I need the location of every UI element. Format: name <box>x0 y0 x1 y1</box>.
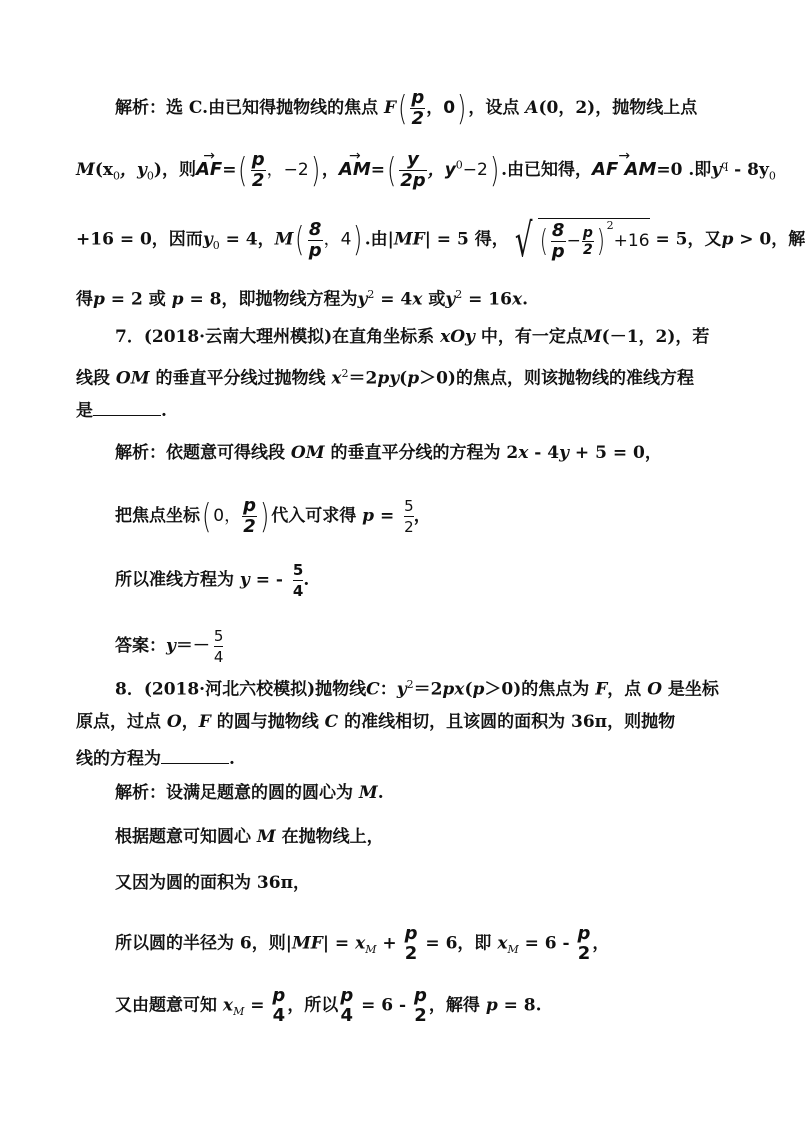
fraction <box>404 924 419 964</box>
text: 根据题意可知圆心 <box>115 827 257 847</box>
text: M <box>256 827 276 847</box>
text: 8．(2018·河北六校模拟)抛物线 <box>115 679 367 700</box>
text: = 16 <box>462 289 512 310</box>
text: 在抛物线上， <box>275 827 384 847</box>
text: ( <box>464 679 473 700</box>
answer-label: 答案： <box>115 636 166 656</box>
paren-open: ( <box>238 150 248 191</box>
text: y <box>239 570 250 590</box>
text: . <box>377 783 384 803</box>
text: ，解得 <box>428 995 486 1016</box>
paren-open: ( <box>387 150 397 191</box>
numerator: 5 <box>213 627 224 645</box>
text: O <box>647 679 662 700</box>
text: . <box>522 289 529 310</box>
text: ＝2 <box>348 368 378 389</box>
numerator: p <box>414 985 427 1006</box>
fraction <box>308 220 323 261</box>
text: - 8y <box>728 160 769 180</box>
text: p <box>721 229 734 250</box>
text: ，所以 <box>287 995 339 1016</box>
subscript: M <box>233 1004 245 1018</box>
text: ，抛物线上点 <box>595 98 698 118</box>
text: p <box>485 995 498 1016</box>
text: 又由题意可知 <box>115 995 223 1016</box>
numerator: p <box>340 985 354 1006</box>
text: = <box>374 506 401 526</box>
solution8-line5 <box>115 986 542 1026</box>
text: ， <box>592 933 610 954</box>
question8-line1 <box>115 674 719 701</box>
text: 的垂直平分线的方程为 2 <box>324 443 519 463</box>
text: ＝－ <box>175 636 210 656</box>
subscript: 0 <box>768 169 776 183</box>
solution6-line2 <box>76 150 776 191</box>
question7-line3 <box>76 400 167 422</box>
text: = <box>244 995 271 1016</box>
numerator: 5 <box>292 561 304 579</box>
text: OM <box>290 443 325 463</box>
text: ，4 <box>323 229 352 250</box>
text: p <box>93 289 105 310</box>
text: p <box>407 368 420 389</box>
solution6-line1 <box>115 88 697 129</box>
text: (x <box>94 160 114 180</box>
paren-open: ( <box>398 88 408 129</box>
text: M <box>582 327 602 347</box>
text: = - <box>249 570 289 590</box>
text: + 5 = 0， <box>569 443 662 463</box>
denominator: p <box>308 239 322 261</box>
question7-line1 <box>115 326 709 348</box>
var-M: M <box>274 229 294 250</box>
text: ，点 <box>607 679 648 700</box>
text: y <box>711 160 722 180</box>
numerator: 8 <box>551 220 565 241</box>
text: = 8. <box>497 995 542 1016</box>
answer-blank <box>161 749 229 764</box>
question7-line2 <box>76 363 694 390</box>
vector-AF: → AF <box>196 159 222 181</box>
paren-close: ) <box>489 150 500 191</box>
solution8-line2 <box>115 826 384 848</box>
fraction <box>251 150 266 191</box>
text: ， <box>413 506 431 526</box>
text: = 5，又 <box>649 229 722 250</box>
fraction <box>582 225 594 258</box>
paren-open: ( <box>539 223 548 259</box>
fraction <box>339 986 354 1026</box>
text: py <box>377 368 400 389</box>
denominator: 2 <box>414 1005 427 1026</box>
numerator: p <box>404 923 418 944</box>
text: − <box>566 231 581 251</box>
text: 是 <box>76 401 93 421</box>
denominator: 2 <box>404 943 418 964</box>
subscript: M <box>507 942 519 956</box>
text: p <box>362 506 375 526</box>
text: −2 <box>462 160 488 180</box>
text: =0 .即 <box>656 160 712 180</box>
denominator: 2 <box>243 516 256 537</box>
text: ＝2 <box>413 679 443 700</box>
text: 的垂直平分线过抛物线 <box>149 368 332 389</box>
subscript: 0 <box>212 238 220 252</box>
subscript: M <box>365 942 377 956</box>
text: 中，有一定点 <box>474 327 583 347</box>
text: p <box>171 289 184 310</box>
text: x <box>412 289 423 310</box>
denominator: 4 <box>292 582 304 600</box>
denominator: 2 <box>251 170 265 191</box>
denominator: 2 <box>404 518 414 536</box>
text: = 6 - <box>355 995 413 1016</box>
superscript: 2 <box>367 288 375 301</box>
text: ＞0)的焦点，则该抛物线的准线方程 <box>419 368 694 389</box>
numerator: p <box>243 495 256 516</box>
question8-line2 <box>76 711 675 733</box>
text: = 8，即抛物线方程为 <box>183 289 358 310</box>
text: = <box>370 160 386 180</box>
answer-blank <box>93 401 161 416</box>
solution7-answer <box>115 626 223 667</box>
text: ，设点 <box>468 98 526 118</box>
subscript: 0 <box>113 169 121 183</box>
fraction <box>399 150 426 191</box>
vector-AM: → AM <box>339 159 371 181</box>
text: x <box>518 443 529 463</box>
superscript: 2 <box>406 678 414 691</box>
numerator: 8 <box>308 218 322 240</box>
solution8-line3 <box>115 872 310 894</box>
text: 解析：选 C.由已知得抛物线的焦点 <box>115 98 384 118</box>
solution6-line3 <box>76 213 805 267</box>
paren-close: ) <box>259 496 270 537</box>
text: 的准线相切，且该圆的面积为 36π，则抛物 <box>338 712 676 732</box>
text: x <box>355 933 366 954</box>
text: x <box>222 995 234 1016</box>
text: 得 <box>76 289 93 310</box>
paren-close: ) <box>457 88 467 129</box>
superscript: 2 <box>455 288 463 301</box>
text: M <box>358 783 378 803</box>
numerator: p <box>251 149 265 170</box>
denominator: 2p <box>400 170 426 191</box>
square-root <box>509 213 650 267</box>
text: (0，2) <box>538 98 596 118</box>
text: | = 5 得， <box>424 229 509 250</box>
text: . <box>229 749 235 769</box>
text: > 0，解 <box>733 229 805 250</box>
text: +16 <box>613 231 650 251</box>
text: 代入可求得 <box>271 506 363 526</box>
text: = <box>222 160 237 180</box>
text: 是坐标 <box>662 679 719 700</box>
text: . <box>303 570 310 590</box>
text: = 4 <box>374 289 413 310</box>
text: - 4 <box>528 443 560 463</box>
text: = 4， <box>219 229 275 250</box>
numerator: y <box>407 149 419 170</box>
text: p <box>472 679 485 700</box>
text: 把焦点坐标 <box>115 506 200 526</box>
text: (－1，2)，若 <box>601 327 710 347</box>
text: ，−2 <box>266 160 309 180</box>
numerator: p <box>272 985 286 1006</box>
text: + <box>376 933 403 954</box>
text: ， <box>181 712 199 732</box>
question8-line3 <box>76 748 235 770</box>
text: 的圆与抛物线 <box>210 712 325 732</box>
text: y <box>559 443 569 463</box>
text: = 6 - <box>518 933 576 954</box>
radical-sign: √ <box>514 213 533 267</box>
superscript: 2 <box>606 219 614 233</box>
numerator: p <box>577 923 591 944</box>
text: ( <box>399 368 408 389</box>
text: O <box>166 712 182 732</box>
text: . <box>161 401 167 421</box>
text: ： <box>379 679 397 700</box>
text: +16 = 0，因而 <box>76 229 203 250</box>
superscript: 2 <box>341 367 349 380</box>
solution8-line1 <box>115 782 384 804</box>
fraction-p-over-2 <box>410 88 425 129</box>
radicand <box>538 218 650 262</box>
paren-close: ) <box>310 150 320 191</box>
superscript: q <box>721 158 729 172</box>
text: 解析：依题意可得线段 <box>115 443 291 463</box>
paren-open: ( <box>295 220 305 260</box>
denominator: 4 <box>340 1005 354 1026</box>
numerator: p <box>582 225 593 241</box>
text: 解析：设满足题意的圆的圆心为 <box>115 783 359 803</box>
text: MF <box>393 229 425 250</box>
text: 又因为圆的面积为 36π， <box>115 873 311 893</box>
denominator: p <box>551 241 565 262</box>
text: OM <box>115 368 150 389</box>
denominator: 2 <box>411 108 425 129</box>
text: 7．(2018·云南大理州模拟)在直角坐标系 <box>115 327 441 347</box>
vector-AF-AM: → AF AM <box>592 159 656 181</box>
fraction <box>242 496 257 537</box>
text: y <box>166 636 176 656</box>
text: = 2 或 <box>104 289 172 310</box>
solution7-line1 <box>115 442 662 464</box>
text: y <box>202 229 213 250</box>
fraction <box>271 986 286 1026</box>
var-F: F <box>384 98 397 118</box>
text: ) <box>153 160 162 180</box>
solution8-line4 <box>115 924 609 964</box>
text: ，y <box>120 160 147 180</box>
text: F <box>595 679 608 700</box>
text: ，0 <box>426 98 456 118</box>
fraction <box>413 986 428 1026</box>
text: 0， <box>213 506 242 526</box>
text: y <box>445 289 456 310</box>
text: C <box>366 679 380 700</box>
text: | = <box>322 933 356 954</box>
paren-close: ) <box>353 220 363 260</box>
text: ，则 <box>161 160 196 180</box>
text: 线段 <box>76 368 116 389</box>
numerator: p <box>411 87 425 108</box>
text: ， <box>321 160 339 180</box>
text: y <box>357 289 368 310</box>
text: 原点，过点 <box>76 712 167 732</box>
fraction <box>577 924 592 964</box>
text: 或 <box>422 289 446 310</box>
text: x <box>511 289 523 310</box>
paren-open: ( <box>201 496 212 537</box>
fraction <box>293 560 303 601</box>
text: MF <box>291 933 323 954</box>
fraction <box>551 221 566 262</box>
denominator: 4 <box>213 648 224 666</box>
var-A: A <box>525 98 539 118</box>
fraction <box>214 626 224 667</box>
text: xOy <box>440 327 475 347</box>
solution7-line2 <box>115 496 431 537</box>
text: C <box>324 712 339 732</box>
text: ＞0)的焦点为 <box>484 679 596 700</box>
text: y <box>396 679 407 700</box>
denominator: 2 <box>583 242 593 258</box>
denominator: 2 <box>577 943 591 964</box>
subscript: 0 <box>146 169 154 183</box>
text: 所以准线方程为 <box>115 570 240 590</box>
text: ，y <box>427 160 456 180</box>
text: 所以圆的半径为 6，则| <box>115 933 292 954</box>
superscript: 0 <box>455 158 463 172</box>
paren-close: ) <box>596 223 605 259</box>
text: F <box>198 712 211 732</box>
text: 线的方程为 <box>76 749 161 769</box>
denominator: 4 <box>272 1005 286 1026</box>
text: .由| <box>364 229 394 250</box>
fraction <box>404 496 414 537</box>
numerator: 5 <box>404 497 414 515</box>
solution6-line4 <box>76 284 528 311</box>
text: .由已知得， <box>501 160 593 180</box>
solution7-line3 <box>115 560 309 601</box>
text: x <box>331 368 342 389</box>
text: x <box>497 933 508 954</box>
var-M: M <box>76 160 95 180</box>
text: px <box>442 679 465 700</box>
text: = 6，即 <box>419 933 498 954</box>
